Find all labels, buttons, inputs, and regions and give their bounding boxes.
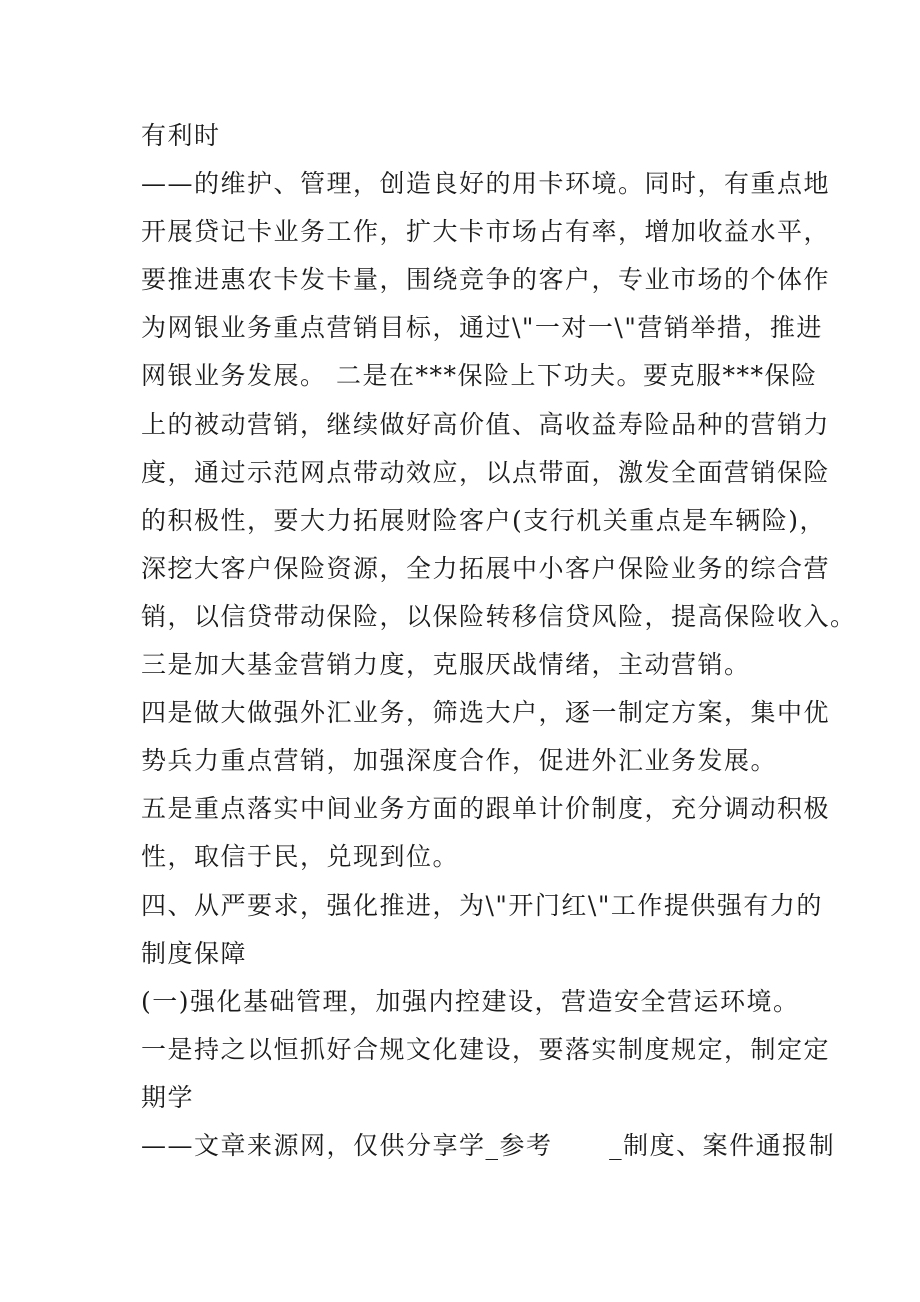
text-line: 网银业务发展。 二是在***保险上下功夫。要克服***保险 bbox=[141, 361, 818, 391]
text-line: 销，以信贷带动保险，以保险转移信贷风险，提高保险收入。 bbox=[141, 601, 857, 631]
text-line: (一)强化基础管理，加强内控建设，营造安全营运环境。 bbox=[141, 986, 800, 1016]
text-line: 四是做大做强外汇业务，筛选大户，逐一制定方案，集中优 bbox=[141, 698, 831, 728]
text-line: 要推进惠农卡发卡量，围绕竞争的客户，专业市场的个体作 bbox=[141, 265, 831, 295]
text-line: 性，取信于民，兑现到位。 bbox=[141, 842, 460, 872]
text-line: 有利时 bbox=[141, 121, 221, 150]
text-line: 四、从严要求，强化推进，为\"开门红\"工作提供强有力的 bbox=[141, 890, 823, 920]
text-line: 一是持之以恒抓好合规文化建设，要落实制度规定，制定定 bbox=[141, 1034, 831, 1064]
text-line: 五是重点落实中间业务方面的跟单计价制度，充分调动积极 bbox=[141, 794, 831, 824]
text-line: 的积极性，要大力拓展财险客户(支行机关重点是车辆险)， bbox=[141, 505, 827, 535]
text-line: ——的维护、管理，创造良好的用卡环境。同时，有重点地 bbox=[141, 169, 831, 199]
text-line: 期学 bbox=[141, 1082, 195, 1112]
text-line: 度，通过示范网点带动效应，以点带面，激发全面营销保险 bbox=[141, 457, 831, 487]
document-body bbox=[141, 112, 857, 1170]
text-line: ——文章来源网，仅供分享学_参考 _制度、案件通报制 bbox=[141, 1130, 836, 1160]
text-line: 深挖大客户保险资源，全力拓展中小客户保险业务的综合营 bbox=[141, 553, 831, 583]
text-line: 势兵力重点营销，加强深度合作，促进外汇业务发展。 bbox=[141, 746, 778, 776]
text-line: 开展贷记卡业务工作，扩大卡市场占有率，增加收益水平， bbox=[141, 217, 831, 247]
text-line: 为网银业务重点营销目标，通过\"一对一\"营销举措，推进 bbox=[141, 313, 823, 343]
text-line: 制度保障 bbox=[141, 938, 248, 968]
text-line: 三是加大基金营销力度，克服厌战情绪，主动营销。 bbox=[141, 650, 751, 680]
text-line: 上的被动营销，继续做好高价值、高收益寿险品种的营销力 bbox=[141, 409, 831, 439]
